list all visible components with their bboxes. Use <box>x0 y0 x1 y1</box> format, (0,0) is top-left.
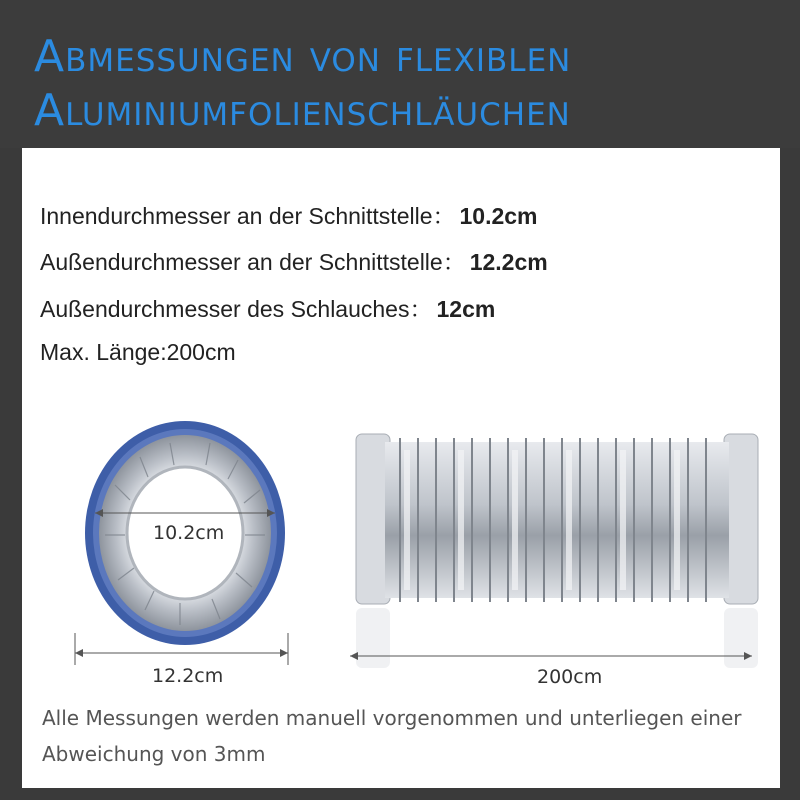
footnote-line-1: Alle Messungen werden manuell vorgenommen und unterliegen einer <box>42 706 742 730</box>
spec-outer-diameter-hose <box>40 291 495 324</box>
outer-diameter-label: 12.2cm <box>152 665 224 687</box>
spec-value: 12.2cm <box>469 249 548 275</box>
spec-value: 10.2cm <box>459 203 538 229</box>
spec-inner-diameter <box>40 198 538 231</box>
spec-label: Außendurchmesser an der Schnittstelle： <box>40 249 466 275</box>
inner-diameter-label: 10.2cm <box>153 522 225 544</box>
spec-outer-diameter-interface <box>40 244 548 277</box>
spec-max-length <box>40 339 236 366</box>
length-label: 200cm <box>537 666 603 688</box>
title-line-1: Abmessungen von flexiblen <box>34 31 572 82</box>
spec-label: Innendurchmesser an der Schnittstelle： <box>40 203 456 229</box>
extended-hose-image <box>340 420 760 680</box>
spec-value: 12cm <box>436 296 496 322</box>
title-line-2: Aluminiumfolienschläuchen <box>34 85 571 136</box>
spec-label: Max. Länge:200cm <box>40 339 236 365</box>
footnote-line-2: Abweichung von 3mm <box>42 742 266 766</box>
spec-label: Außendurchmesser des Schlauches： <box>40 296 433 322</box>
header-banner <box>0 0 800 148</box>
